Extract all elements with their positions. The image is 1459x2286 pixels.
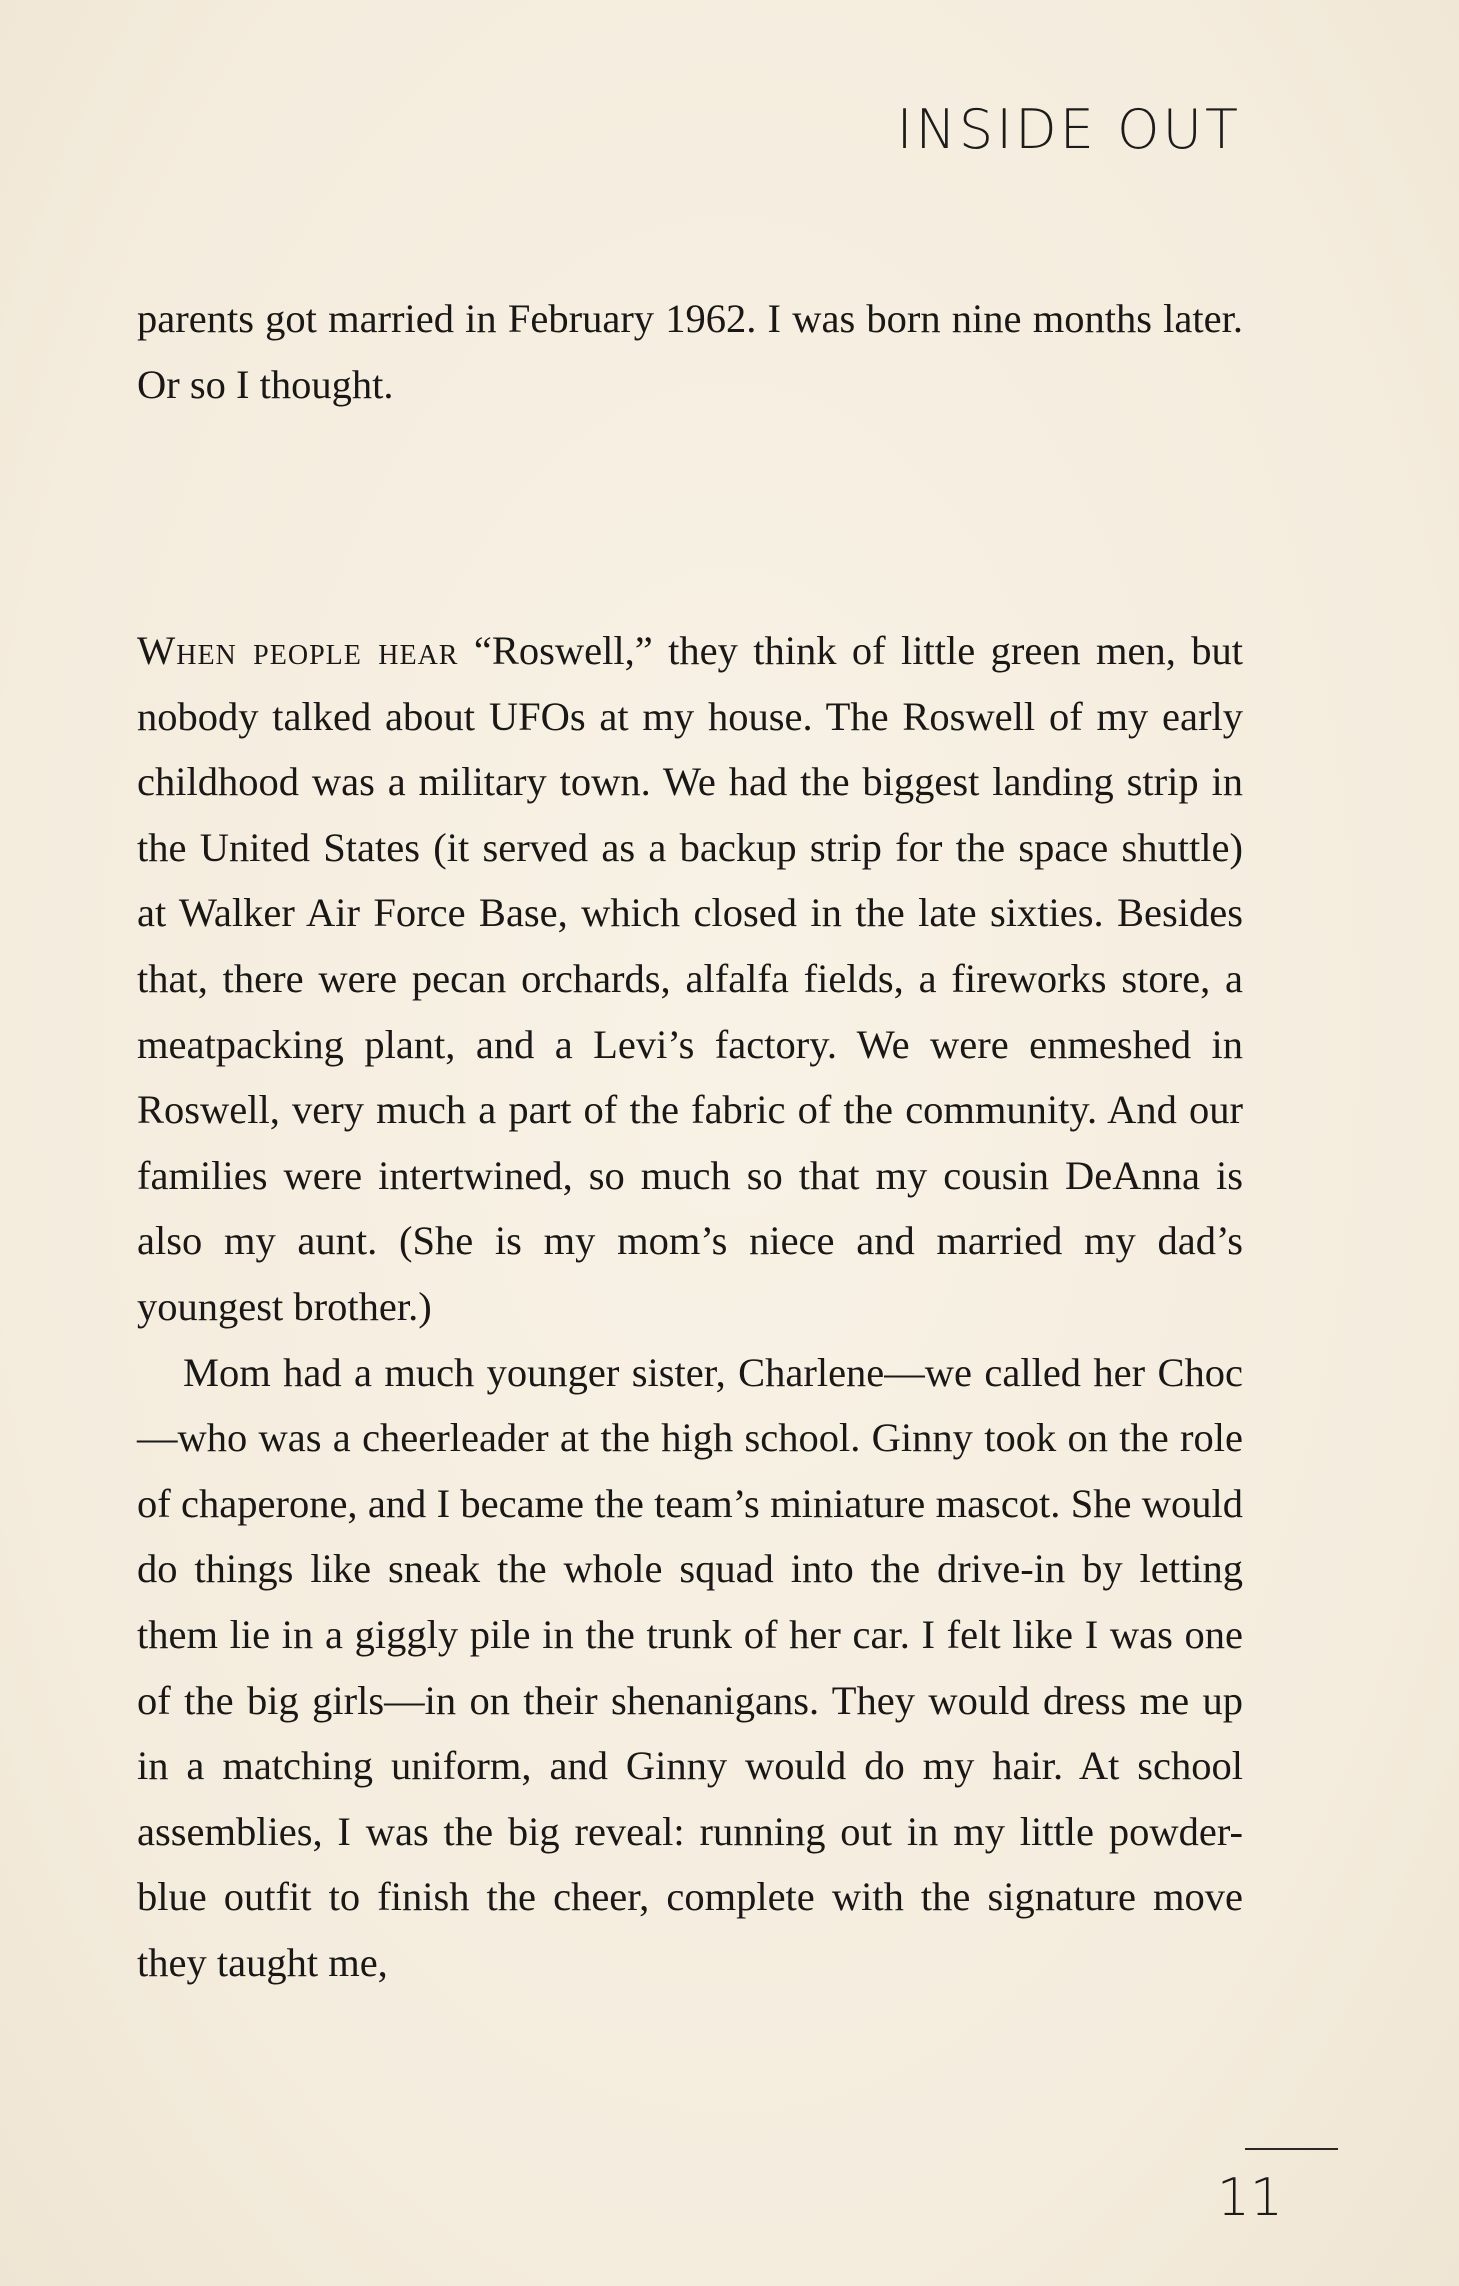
paragraph-continuation: parents got married in February 1962. I was born nine months later. Or so I thought. (137, 296, 1243, 407)
page-number: 11 (1216, 2168, 1283, 2228)
paragraph-roswell-text: “Roswell,” they think of little green men, but nobody talked about UFOs at my house. The Roswell of my early childhood was a military town. We had the biggest landing strip in the United States (it served as a backup strip for the space shuttle) at Walker Air Force Base, which closed in the late sixties. Besides that, there were pecan orchards, alfalfa fields, a fireworks store, a meatpacking plant, and a Levi’s factory. We were enmeshed in Roswell, very much a part of the fabric of the community. And our families were intertwined, so much so that my cousin DeAnna is also my aunt. (She is my mom’s niece and married my dad’s youngest brother.) (137, 628, 1243, 1329)
text-block-main (137, 618, 1243, 1995)
section-lead-in: When people hear (137, 628, 459, 673)
running-head: INSIDE OUT (896, 98, 1241, 161)
folio-rule (1245, 2148, 1338, 2150)
paragraph-roswell (137, 618, 1243, 1340)
text-block-top (137, 286, 1243, 417)
paragraph-charlene: Mom had a much younger sister, Charlene—we called her Choc—who was a cheerleader at the high school. Ginny took on the role of chaperone, and I became the team’s miniature mascot. She would do things like sneak the whole squad into the drive-in by letting them lie in a giggly pile in the trunk of her car. I felt like I was one of the big girls—in on their shenanigans. They would dress me up in a matching uniform, and Ginny would do my hair. At school assemblies, I was the big reveal: running out in my little powder-blue outfit to finish the cheer, complete with the signature move they taught me, (137, 1349, 1243, 1985)
